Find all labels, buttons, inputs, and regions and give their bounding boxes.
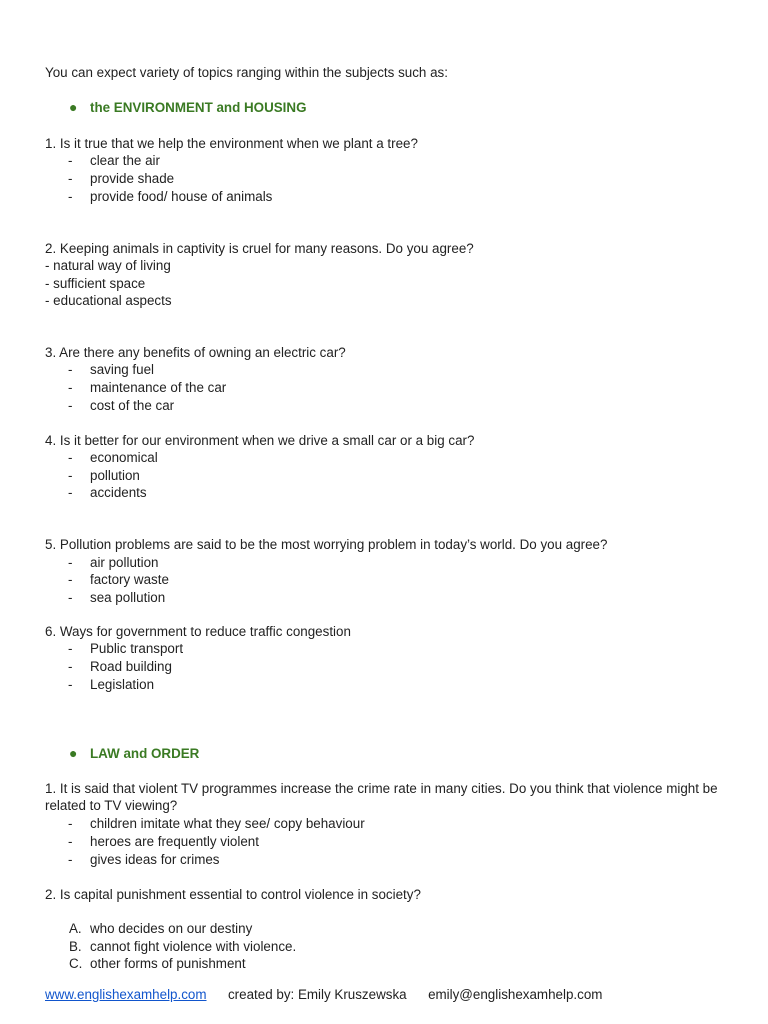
section-heading-law [45,745,445,762]
section-heading-text: the ENVIRONMENT and HOUSING [90,100,307,115]
list-letter: C. [69,956,83,971]
list-item-text: children imitate what they see/ copy behaviour [90,816,365,831]
website-link[interactable]: www.englishexamhelp.com [45,987,207,1002]
dash-icon: - [68,153,73,168]
created-by-text: created by: Emily Kruszewska [227,987,407,1002]
list-item-text: factory waste [90,572,169,587]
list-item-text: cost of the car [90,398,175,413]
footer [45,986,602,1003]
dash-icon: - [68,834,73,849]
dash-icon: - [68,362,73,377]
dash-icon: - [68,641,73,656]
dash-icon: - [68,590,73,605]
dash-icon: - [68,677,73,692]
list-item-text: air pollution [90,555,159,570]
list-item-text: accidents [90,485,147,500]
dash-icon: - [68,398,73,413]
dash-icon: - [68,485,73,500]
dash-icon: - [68,450,73,465]
list-item-text: Road building [90,659,172,674]
list-item-text: gives ideas for crimes [90,852,220,867]
list-item-text: - educational aspects [45,293,172,308]
dash-icon: - [68,816,73,831]
list-item-text: who decides on our destiny [90,921,253,936]
question-text: 4. Is it better for our environment when we drive a small car or a big car? [45,433,475,448]
question-text: 2. Keeping animals in captivity is cruel for many reasons. Do you agree? [45,241,474,256]
dash-icon: - [68,468,73,483]
section-heading-text: LAW and ORDER [90,746,200,761]
dash-icon: - [68,189,73,204]
dash-icon: - [68,572,73,587]
list-item-text: - sufficient space [45,276,146,291]
list-item-text: - natural way of living [45,258,171,273]
question-text: 3. Are there any benefits of owning an electric car? [45,345,346,360]
list-item-text: clear the air [90,153,160,168]
list-letter: A. [69,921,82,936]
question-text: 1. Is it true that we help the environment when we plant a tree? [45,136,418,151]
section-heading-environment [45,99,445,116]
intro-text: You can expect variety of topics ranging within the subjects such as: [45,65,448,80]
list-item-text: saving fuel [90,362,155,377]
dash-icon: - [68,659,73,674]
list-item-text: maintenance of the car [90,380,227,395]
dash-icon: - [68,171,73,186]
list-item-text: other forms of punishment [90,956,246,971]
question-text: 5. Pollution problems are said to be the most worrying problem in today’s world. Do you agree? [45,537,608,552]
bullet-icon: ● [69,99,78,115]
question-text: 2. Is capital punishment essential to control violence in society? [45,887,421,902]
list-item-text: economical [90,450,158,465]
list-item-text: provide shade [90,171,175,186]
email-text: emily@englishexamhelp.com [428,987,603,1002]
list-item-text: provide food/ house of animals [90,189,273,204]
list-item-text: sea pollution [90,590,166,605]
dash-icon: - [68,380,73,395]
list-letter: B. [69,939,82,954]
list-item-text: pollution [90,468,140,483]
list-item-text: cannot fight violence with violence. [90,939,297,954]
list-item-text: Legislation [90,677,155,692]
list-item-text: Public transport [90,641,184,656]
bullet-icon: ● [69,745,78,761]
question-text: 6. Ways for government to reduce traffic congestion [45,624,351,639]
question-text: 1. It is said that violent TV programmes increase the crime rate in many cities. Do you think that violence might be related to TV viewing? [45,781,718,813]
dash-icon: - [68,852,73,867]
list-item-text: heroes are frequently violent [90,834,259,849]
dash-icon: - [68,555,73,570]
